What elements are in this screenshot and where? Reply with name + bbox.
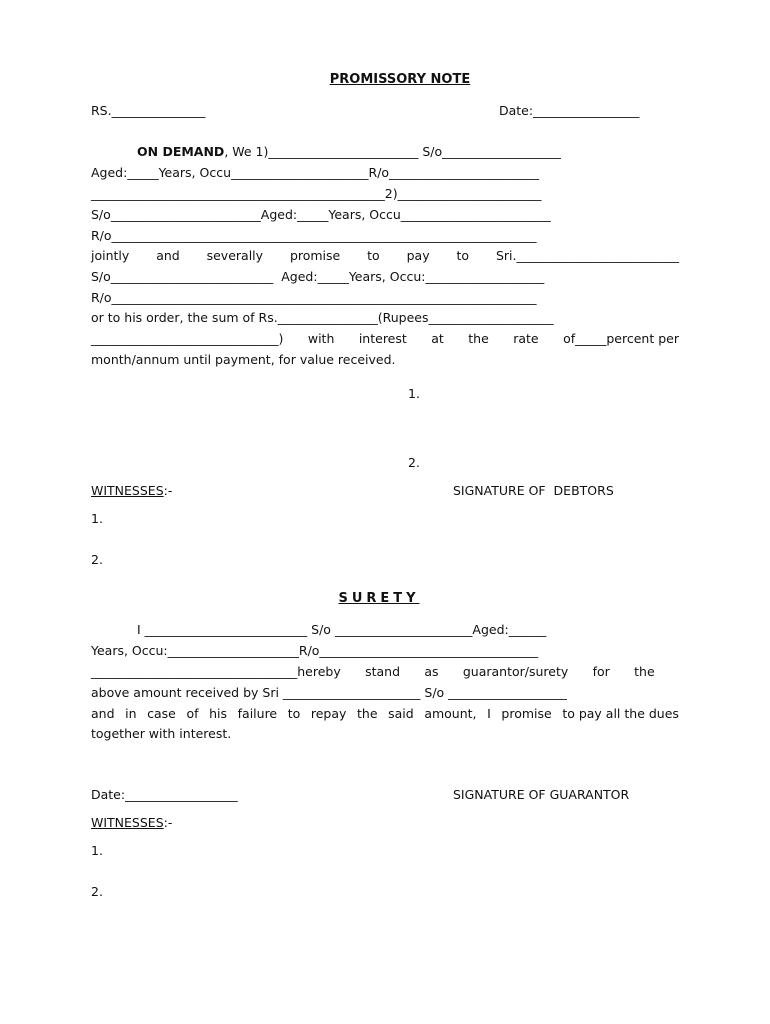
interest-part: ______________________________)	[91, 331, 284, 346]
witnesses-suffix: :-	[163, 483, 173, 498]
surety-line-2: Years, Occu:_____________________R/o___________________________________	[91, 643, 539, 658]
surety-part: as	[424, 664, 439, 679]
interest-line	[91, 331, 679, 347]
debtor-line-3: _______________________________________________2)_______________________	[91, 186, 542, 201]
interest-part: interest	[358, 331, 407, 346]
promise-line	[91, 248, 679, 264]
debtor-line-5: R/o____________________________________________________________________	[91, 228, 537, 243]
debtor-line-8: R/o____________________________________________________________________	[91, 290, 537, 305]
promise-word: pay	[406, 248, 430, 263]
sum-line: or to his order, the sum of Rs.________________(Rupees____________________	[91, 310, 554, 325]
surety-word: promise	[501, 706, 552, 721]
witnesses-heading-2	[91, 815, 172, 831]
debtor-line-2: Aged:_____Years, Occu______________________R/o________________________	[91, 165, 540, 180]
signature-of-guarantor: SIGNATURE OF GUARANTOR	[453, 787, 630, 802]
witnesses-label: WITNESSES	[91, 483, 164, 498]
surety-word: I	[487, 706, 491, 721]
surety-part: _________________________________hereby	[91, 664, 341, 679]
document-title: PROMISSORY NOTE	[329, 72, 471, 87]
debtor-line-4: S/o________________________Aged:_____Years, Occu________________________	[91, 207, 551, 222]
surety-part: guarantor/surety	[462, 664, 569, 679]
debtor-signature-1: 1.	[408, 386, 420, 401]
promise-word: to	[367, 248, 380, 263]
surety-word: repay	[310, 706, 347, 721]
date-field: Date:_________________	[499, 103, 640, 118]
witnesses-suffix: :-	[163, 815, 173, 830]
witness-2: 2.	[91, 552, 103, 567]
debtor-line-7: S/o__________________________ Aged:_____Years, Occu:___________________	[91, 269, 545, 284]
debtor-line-1	[137, 144, 561, 160]
debtor-signature-2: 2.	[408, 455, 420, 470]
promise-word: and	[156, 248, 180, 263]
surety-word: to pay all the dues	[562, 706, 679, 721]
witness-2: 2.	[91, 884, 103, 899]
debtor-line-1-rest: , We 1)________________________ S/o___________________	[224, 144, 561, 159]
promise-word: promise	[289, 248, 341, 263]
surety-line-4: above amount received by Sri ______________________ S/o ___________________	[91, 685, 567, 700]
promise-word: jointly	[91, 248, 130, 263]
on-demand-label: ON DEMAND	[137, 144, 225, 159]
witnesses-label: WITNESSES	[91, 815, 164, 830]
surety-part: for	[592, 664, 610, 679]
promise-word: severally	[206, 248, 264, 263]
surety-line-6: together with interest.	[91, 726, 232, 741]
surety-line-5	[91, 706, 679, 722]
interest-part: rate	[513, 331, 539, 346]
guarantor-date-field: Date:__________________	[91, 787, 238, 802]
surety-word: amount,	[424, 706, 477, 721]
surety-word: case	[147, 706, 176, 721]
surety-line-3	[91, 664, 679, 680]
interest-part: at	[431, 331, 444, 346]
surety-part: stand	[365, 664, 401, 679]
surety-word: to	[287, 706, 301, 721]
surety-heading: SURETY	[338, 591, 420, 606]
witness-1: 1.	[91, 511, 103, 526]
rs-field: RS._______________	[91, 103, 206, 118]
surety-part: the	[634, 664, 655, 679]
surety-word: of	[186, 706, 199, 721]
promise-word: Sri.__________________________	[495, 248, 679, 263]
surety-word: his	[209, 706, 228, 721]
surety-line-1: I __________________________ S/o ______________________Aged:______	[137, 622, 547, 637]
surety-word: said	[388, 706, 414, 721]
surety-word: failure	[237, 706, 278, 721]
surety-word: in	[125, 706, 137, 721]
interest-part: with	[307, 331, 335, 346]
value-received-line: month/annum until payment, for value received.	[91, 352, 396, 367]
witnesses-heading-1	[91, 483, 172, 499]
surety-word: the	[357, 706, 378, 721]
witness-1: 1.	[91, 843, 103, 858]
promise-word: to	[456, 248, 470, 263]
signature-of-debtors: SIGNATURE OF DEBTORS	[453, 483, 614, 498]
surety-word: and	[91, 706, 115, 721]
interest-part: of_____percent per	[563, 331, 679, 346]
interest-part: the	[468, 331, 489, 346]
